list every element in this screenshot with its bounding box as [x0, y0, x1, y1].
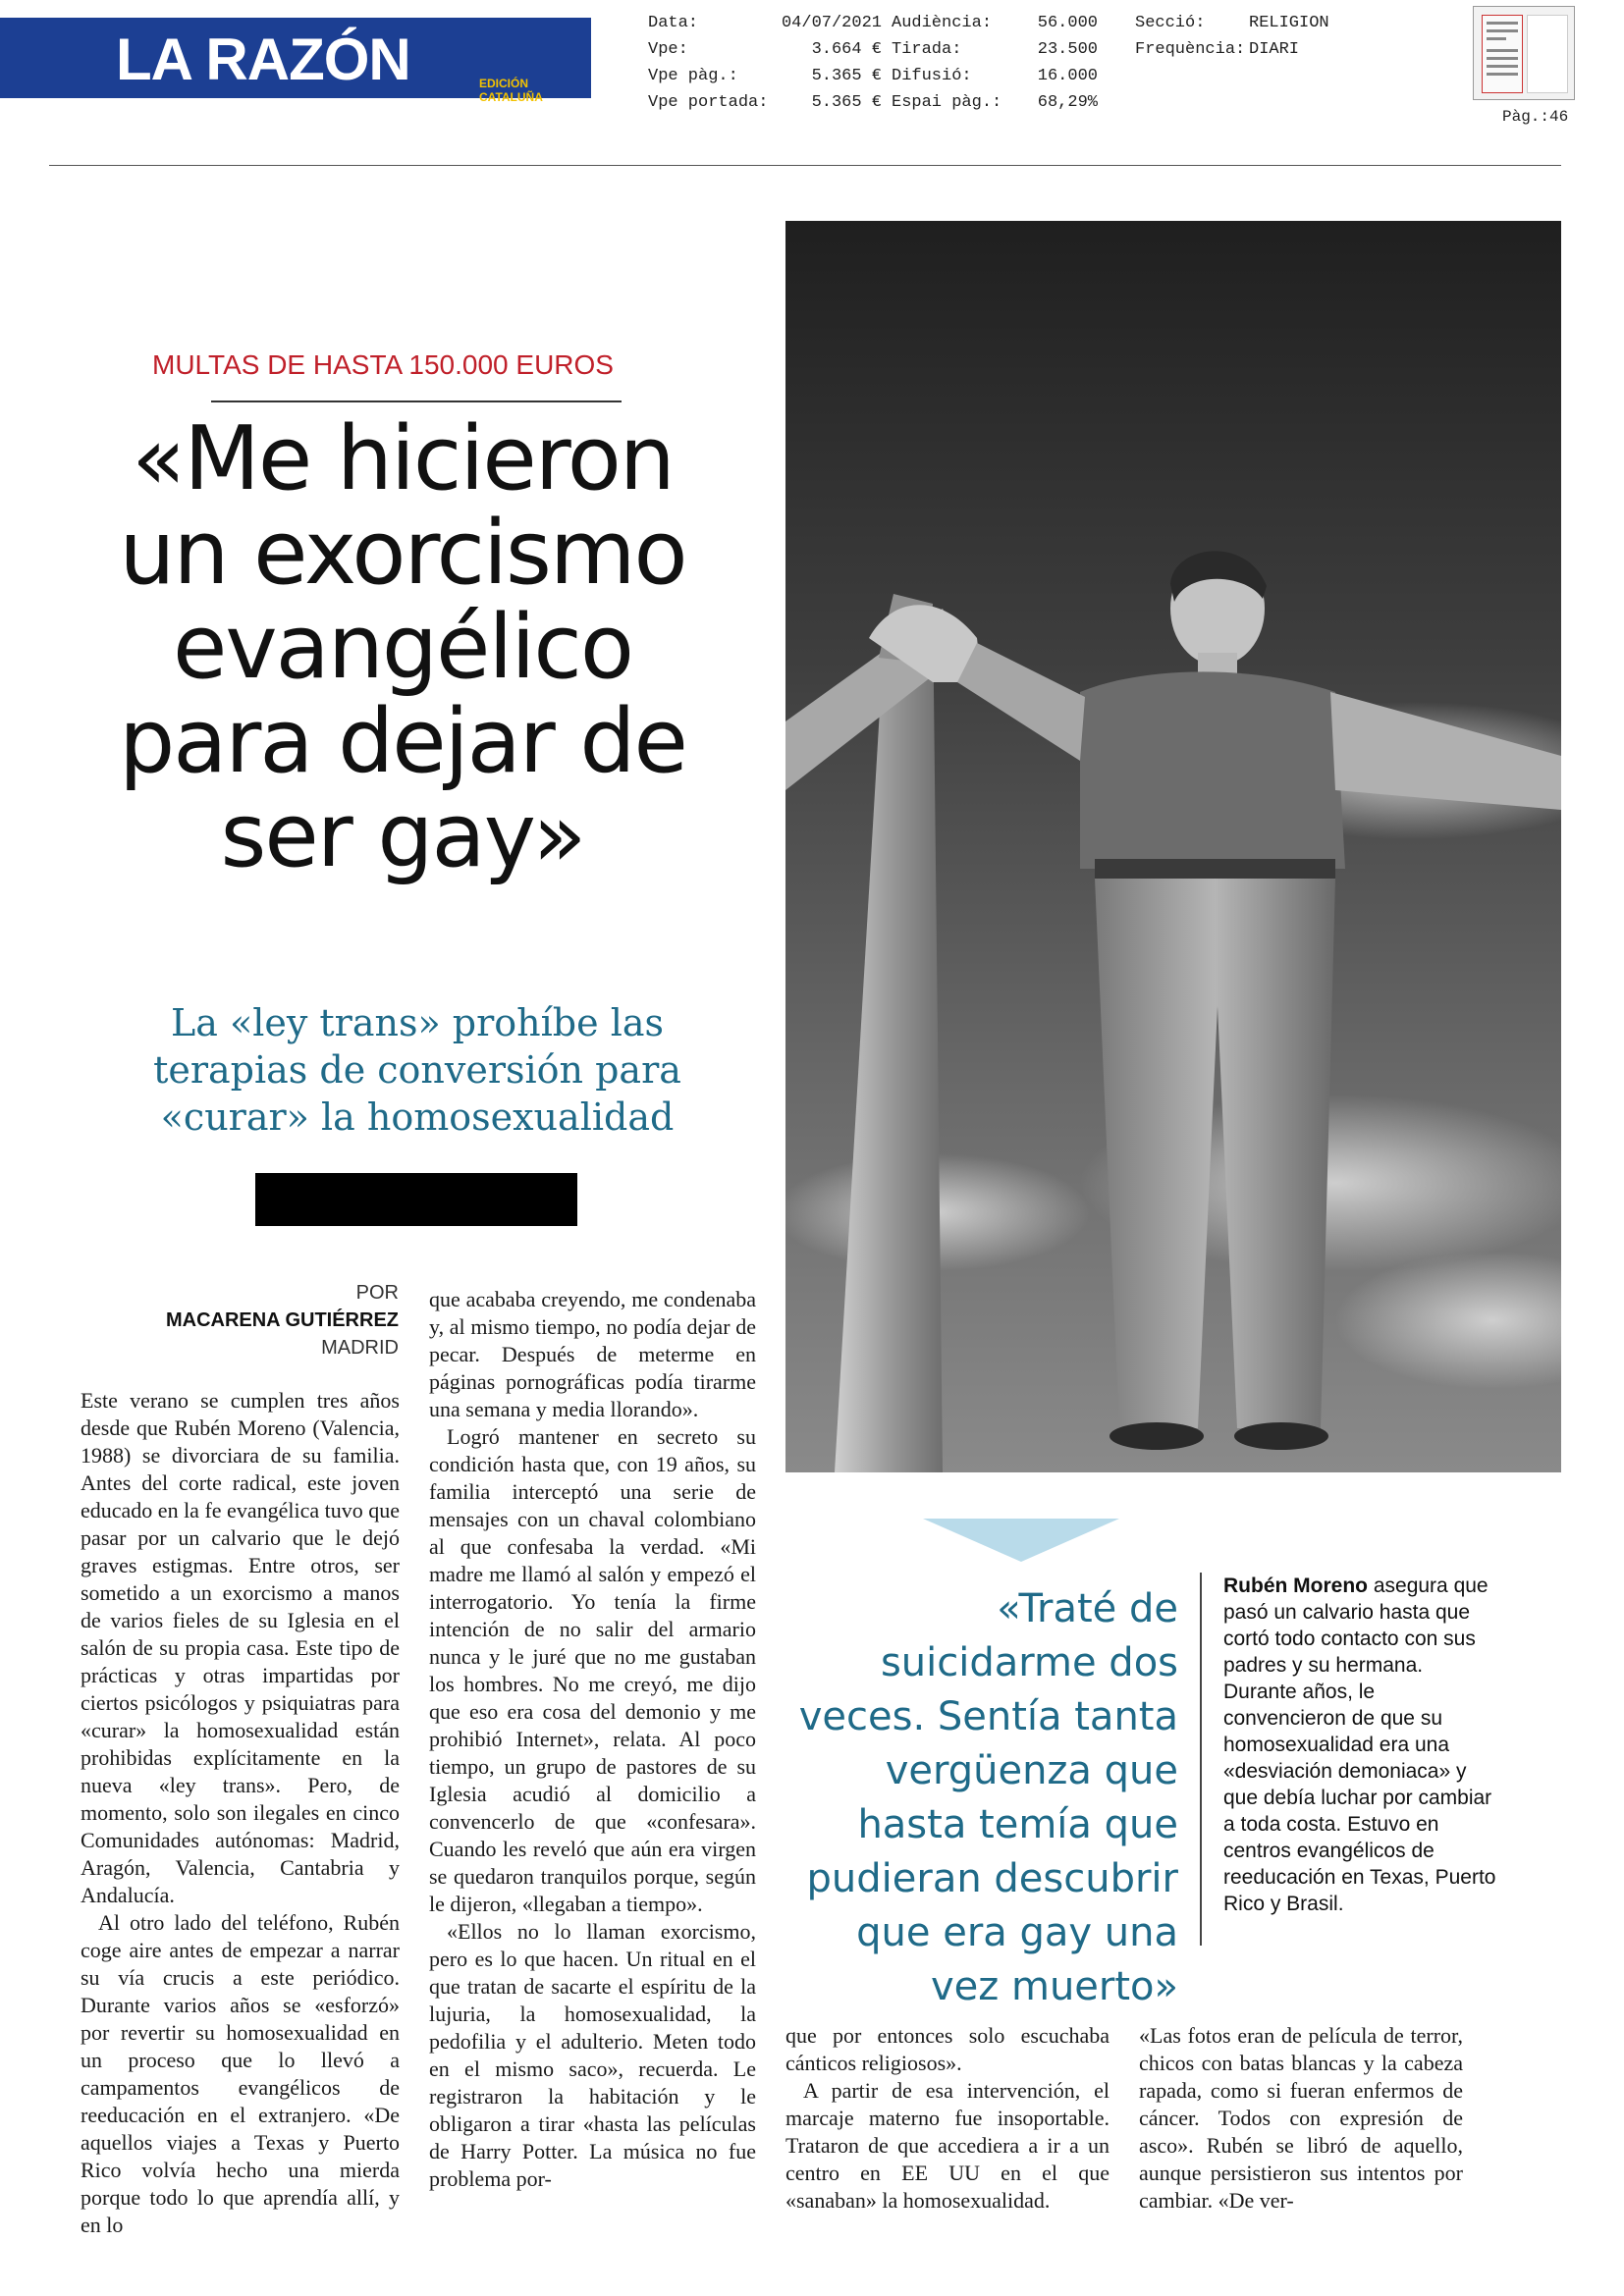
meta-vpe-pag-value: 5.365 € [811, 67, 882, 85]
photo-man-on-cross [785, 221, 1561, 1472]
newspaper-logo [0, 18, 591, 104]
meta-vpe-label: Vpe: [648, 40, 688, 59]
kicker: MULTAS DE HASTA 150.000 EUROS [152, 349, 614, 380]
pull-quote-arrow [923, 1519, 1119, 1562]
body-paragraph: que por entonces solo escuchaba cánticos religiosos». [785, 2023, 1110, 2075]
subheadline: La «ley trans» prohíbe las terapias de conversión para «curar» la homosexualidad [153, 1001, 681, 1139]
caption-divider [1200, 1573, 1202, 1946]
body-paragraph: A partir de esa intervención, el marcaje materno fue insoportable. Trataron de que accediera a ir a un centro en EE UU en el que «sanaban» la homosexualidad. [785, 2078, 1110, 2213]
byline-por: POR [355, 1282, 399, 1304]
meta-data-label: Data: [648, 14, 699, 32]
headline: «Me hicieron un exorcismo evangélico para dejar de ser gay» [119, 407, 686, 887]
caption-name: Rubén Moreno [1223, 1575, 1368, 1597]
logo-brand-text: LA RAZÓN [116, 27, 410, 92]
meta-frequencia-value: DIARI [1249, 40, 1300, 59]
meta-espai-label: Espai pàg.: [892, 93, 1002, 112]
caption-text: asegura que pasó un calvario hasta que cortó todo contacto con sus padres y su hermana. Durante años, le convencieron de que su homosexualidad era una «desviación demoniaca» y que debía luchar por cambiar a toda costa. Estuvo en centros evangélicos de reeducación en Texas, Puerto Rico y Brasil. [1223, 1575, 1496, 1915]
photo-caption [1223, 1573, 1498, 1917]
body-paragraph: Al otro lado del teléfono, Rubén coge aire antes de empezar a narrar su vía crucis a este periódico. Durante varios años se «esforzó» por revertir su homosexualidad en un proceso que lo llevó a campamentos evangélicos de reeducación en el extranjero. «De aquellos viajes a Texas y Puerto Rico volvía hecho una mierda porque todo lo que aprendía allí, y en lo [81, 1910, 400, 2237]
meta-espai-value: 68,29% [1037, 93, 1098, 112]
thumbnail-left-page [1482, 15, 1523, 93]
byline-author: MACARENA GUTIÉRREZ [165, 1309, 399, 1331]
meta-frequencia-label: Frequència: [1135, 40, 1246, 59]
kicker-rule [211, 400, 622, 402]
meta-tirada-label: Tirada: [892, 40, 962, 59]
article-photo [785, 221, 1561, 1472]
logo-edition-text: EDICIÓN CATALUÑA [479, 77, 543, 104]
meta-data-value: 04/07/2021 [781, 14, 882, 32]
body-column-2 [429, 1286, 756, 2193]
body-paragraph: Logró mantener en secreto su condición hasta que, con 19 años, su familia interceptó una serie de mensajes con un chaval colombiano al que confesaba la verdad. «Mi madre me llamó al salón y empezó el interrogatorio. Yo tenía la firme intención de no salir del armario nunca y le juré que no me gustaban los hombres. No me creyó, me dijo que eso era cosa del demonio y me prohibió Internet», relata. Al poco tiempo, un grupo de pastores de su Iglesia acudió al domicilio a convencerlo de que «confesara». Cuando les reveló que aún era virgen se quedaron tranquilos porque, según le dijeron, «llegaban a tiempo». [429, 1424, 756, 1916]
meta-seccio-label: Secció: [1135, 14, 1206, 32]
meta-audiencia-value: 56.000 [1037, 14, 1098, 32]
byline-city: MADRID [321, 1337, 399, 1359]
header-divider [49, 165, 1561, 166]
meta-seccio-value: RELIGION [1249, 14, 1329, 32]
meta-vpe-portada-value: 5.365 € [811, 93, 882, 112]
body-paragraph: Este verano se cumplen tres años desde que Rubén Moreno (Valencia, 1988) se divorciara de su familia. Antes del corte radical, este joven educado en la fe evangélica tuvo que pasar por un calvario que le dejó graves estigmas. Entre otros, ser sometido a un exorcismo a manos de varios fieles de su Iglesia en el salón de su propia casa. Este tipo de prácticas y otras impartidas por ciertos psicólogos y psiquiatras para «curar» la homosexualidad están prohibidas explícitamente en la nueva «ley trans». Pero, de momento, solo son ilegales en cinco Comunidades autónomas: Madrid, Aragón, Valencia, Cantabria y Andalucía. [81, 1388, 400, 1907]
body-paragraph: que acababa creyendo, me condenaba y, al mismo tiempo, no podía dejar de pecar. Después de meterme en páginas pornográficas podía tirarme una semana y media llorando». [429, 1287, 756, 1421]
body-paragraph: «Ellos no lo llaman exorcismo, pero es lo que hacen. Un ritual en el que tratan de sacarte el espíritu de la lujuria, la homosexualidad, la pedofilia y el adulterio. Meten todo en el mismo saco», recuerda. Le registraron la habitación y le obligaron a tirar «hasta las películas de Harry Potter. La música no fue problema por- [429, 1919, 756, 2191]
redaction-bar [255, 1173, 577, 1226]
meta-vpe-value: 3.664 € [811, 40, 882, 59]
body-column-3 [785, 2022, 1110, 2215]
meta-difusio-label: Difusió: [892, 67, 972, 85]
body-column-1 [81, 1387, 400, 2239]
meta-difusio-value: 16.000 [1037, 67, 1098, 85]
meta-vpe-pag-label: Vpe pàg.: [648, 67, 738, 85]
thumbnail-right-page [1527, 15, 1568, 93]
body-paragraph: «Las fotos eran de película de terror, chicos con batas blancas y la cabeza rapada, como si fueran enfermos de cáncer. Todos con expresión de asco». Rubén se libró de aquello, aunque persistieron sus intentos por cambiar. «De ver- [1139, 2023, 1463, 2213]
meta-vpe-portada-label: Vpe portada: [648, 93, 769, 112]
meta-tirada-value: 23.500 [1037, 40, 1098, 59]
page-thumbnail [1473, 6, 1575, 100]
body-column-4 [1139, 2022, 1463, 2215]
page-number: Pàg.:46 [1502, 108, 1569, 126]
pull-quote: «Traté de suicidarme dos veces. Sentía tanta vergüenza que hasta temía que pudieran descubrir que era gay una vez muerto» [798, 1586, 1178, 2009]
meta-audiencia-label: Audiència: [892, 14, 993, 32]
